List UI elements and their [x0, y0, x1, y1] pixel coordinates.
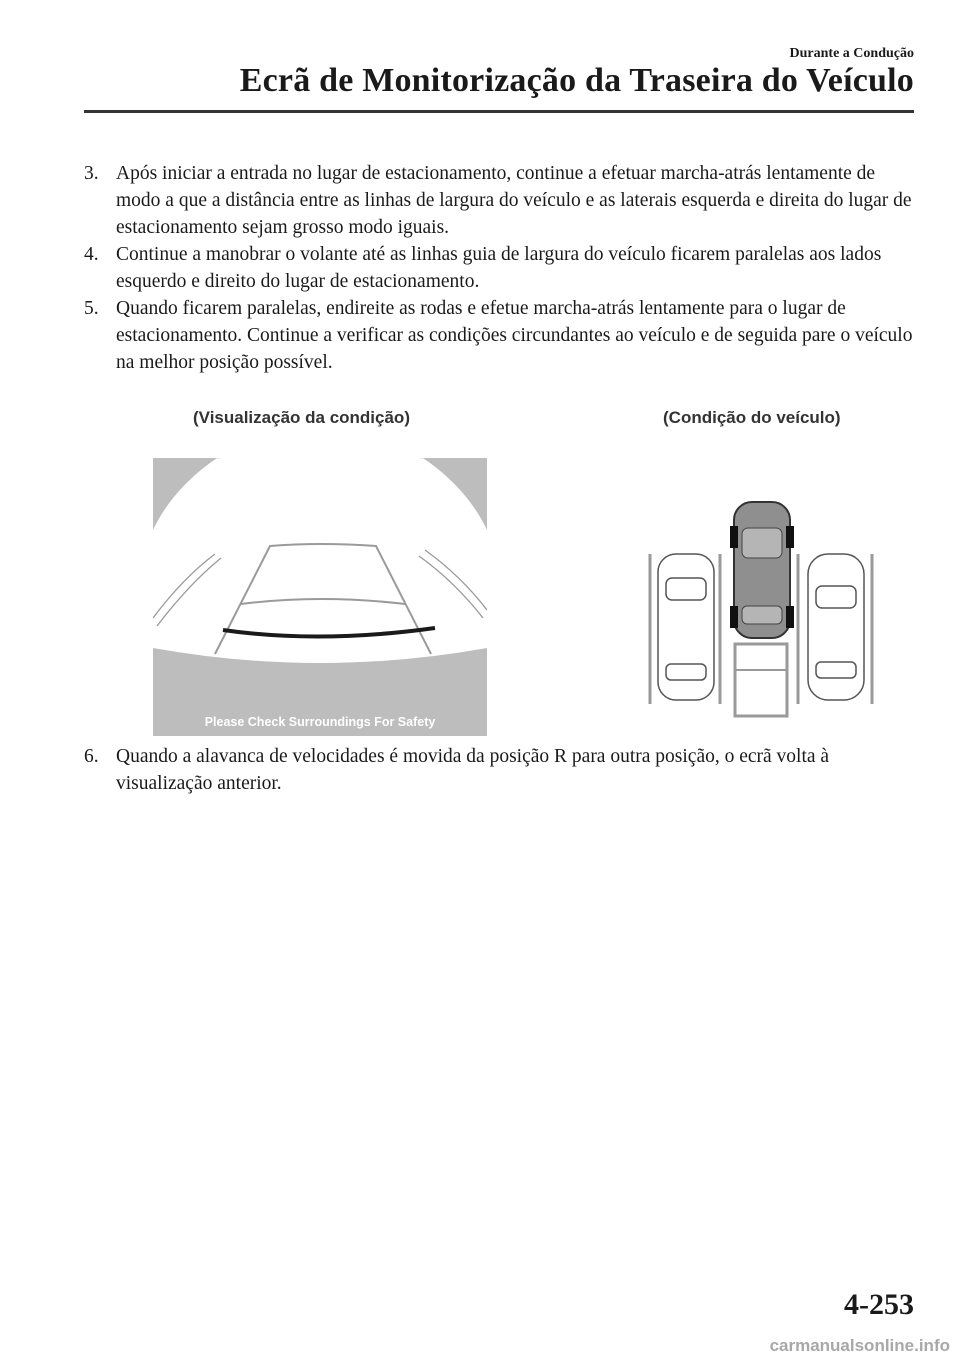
step-text: Após iniciar a entrada no lugar de estacionamento, continue a efetuar marcha-atrás lentamente de modo a que a distância entre as linhas de largura do veículo e as laterais esquerda e direita do lugar de estacionamento sejam grosso modo iguais. [116, 163, 912, 238]
step-text: Quando ficarem paralelas, endireite as rodas e efetue marcha-atrás lentamente para o lugar de estacionamento. Continue a verificar as condições circundantes ao veículo e de seguida pare o veículo na melhor posição possível. [116, 298, 913, 373]
watermark: carmanualsonline.info [769, 1336, 950, 1355]
section-kicker: Durante a Condução [789, 46, 914, 61]
step-text: Quando a alavanca de velocidades é movida da posição R para outra posição, o ecrã volta à visualização anterior. [116, 746, 830, 794]
step-item [84, 241, 914, 295]
parked-car-left [658, 554, 714, 700]
step-number: 3. [84, 163, 99, 184]
chapter-title: Ecrã de Monitorização da Traseira do Veículo [239, 62, 914, 99]
step-item [84, 743, 914, 797]
step-item [84, 295, 914, 376]
caption-condition-view: (Visualização da condição) [193, 408, 410, 427]
steps-list-continued [84, 743, 914, 797]
step-text: Continue a manobrar o volante até as linhas guia de largura do veículo ficarem paralelas aos lados esquerdo e direito do lugar de estacionamento. [116, 244, 882, 292]
step-number: 5. [84, 298, 99, 319]
reversing-vehicle [730, 502, 794, 638]
title-divider [84, 110, 914, 113]
step-item [84, 160, 914, 241]
distance-guide-line [223, 628, 435, 637]
step-number: 4. [84, 244, 99, 265]
steps-list [84, 160, 914, 376]
parking-condition-illustration [640, 494, 880, 720]
parking-target-box [735, 644, 787, 716]
page-number: 4-253 [844, 1288, 914, 1321]
caption-vehicle-condition: (Condição do veículo) [663, 408, 841, 427]
rear-camera-screen-illustration [153, 458, 487, 736]
safety-message: Please Check Surroundings For Safety [204, 715, 436, 729]
parked-car-right [808, 554, 864, 700]
screen-frame-top [153, 458, 487, 530]
side-guide-lines [153, 550, 487, 626]
step-number: 6. [84, 746, 99, 767]
